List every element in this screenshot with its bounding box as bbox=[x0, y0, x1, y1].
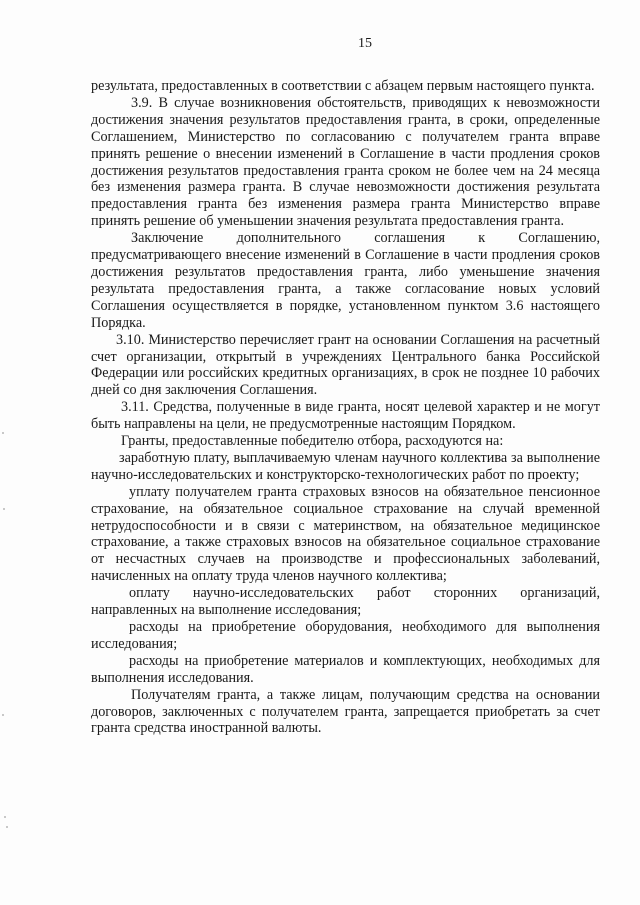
scan-artifact bbox=[2, 714, 4, 716]
paragraph-grant-spending-intro: Гранты, предоставленные победителю отбора, расходуются на: bbox=[121, 433, 504, 450]
list-item-research-works: оплату научно-исследовательских работ сторонних организаций, направленных на выполнение исследования; bbox=[91, 585, 600, 619]
paragraph-3-9: 3.9. В случае возникновения обстоятельств, приводящих к невозможности достижения значения результатов предоставления гранта, в сроки, определенные Соглашением, Министерство по согласованию с получателем гранта вправе принять решение о внесении изменений в Соглашение в части продления сроков достижения результатов предоставления гранта сроком не более чем на 24 месяца без изменения размера гранта. В случае невозможности достижения результата предоставления гранта без изменения размера гранта Министерство вправе принять решение об уменьшении значения результата предоставления гранта. bbox=[91, 94, 600, 230]
scan-artifact bbox=[4, 816, 6, 818]
list-item-equipment: расходы на приобретение оборудования, необходимого для выполнения исследования; bbox=[91, 619, 600, 652]
paragraph-additional-agreement: Заключение дополнительного соглашения к Соглашению, предусматривающего внесение изменений в Соглашение в части продления сроков достижения результатов предоставления гранта, либо уменьшение значения результата предоставления гранта, а также согласование новых условий Соглашения осуществляется в порядке, установленном пунктом 3.6 настоящего Порядка. bbox=[91, 230, 600, 331]
paragraph-currency-prohibition: Получателям гранта, а также лицам, получающим средства на основании договоров, заключенных с получателем гранта, запрещается приобретать за счет гранта средства иностранной валюты. bbox=[91, 686, 600, 737]
document-body bbox=[91, 78, 600, 737]
scan-artifact bbox=[3, 508, 5, 510]
list-item-materials: расходы на приобретение материалов и комплектующих, необходимых для выполнения исследования. bbox=[91, 652, 600, 686]
paragraph-continuation: результата, предоставленных в соответствии с абзацем первым настоящего пункта. bbox=[91, 78, 595, 94]
scan-artifact bbox=[6, 826, 8, 828]
list-item-salary: заработную плату, выплачиваемую членам научного коллектива за выполнение научно-исследовательских и конструкторско-технологических работ по проекту; bbox=[91, 449, 600, 483]
page-number: 15 bbox=[358, 36, 372, 51]
paragraph-3-11: 3.11. Средства, полученные в виде гранта, носят целевой характер и не могут быть направлены на цели, не предусмотренные настоящим Порядком. bbox=[91, 399, 600, 433]
paragraph-3-10: 3.10. Министерство перечисляет грант на основании Соглашения на расчетный счет организации, открытый в учреждениях Центрального банка Российской Федерации или российских кредитных организациях, в срок не позднее 10 рабочих дней со дня заключения Соглашения. bbox=[91, 331, 600, 399]
scan-artifact bbox=[2, 432, 4, 434]
list-item-insurance: уплату получателем гранта страховых взносов на обязательное пенсионное страхование, на обязательное социальное страхование на случай временной нетрудоспособности и в связи с материнством, на обязательное медицинское страхование, а также страховых взносов на обязательное социальное страхование от несчастных случаев на производстве и профессиональных заболеваний, начисленных на оплату труда членов научного коллектива; bbox=[91, 483, 600, 585]
